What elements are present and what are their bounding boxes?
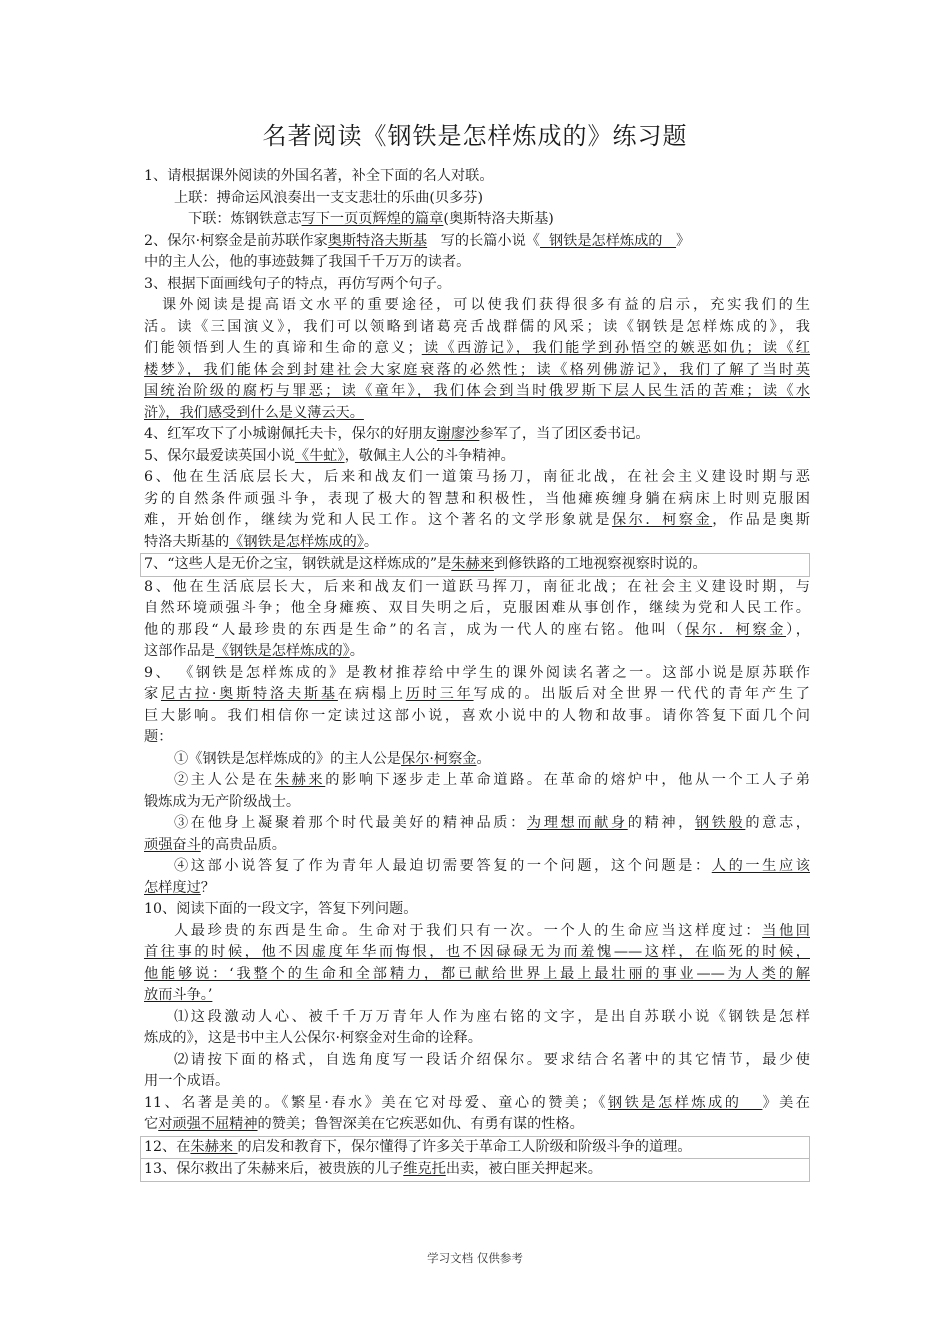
q10-stem: 10、阅读下面的一段文字，答复下列问题。 [144, 901, 418, 917]
q1-lower [144, 209, 810, 231]
q8-answer-name: 保尔．柯察金 [685, 621, 787, 638]
q10-passage-a: 人最珍贵的东西是生命。生命对于我们只有一次。一个人的生命应当这样度过： [174, 922, 763, 939]
q9-line4: 题： [144, 729, 173, 745]
q2-text-c: 》 [676, 232, 691, 249]
q11-line1 [144, 1093, 810, 1115]
q8-line2: 自然环境顽强斗争；他全身瘫痪、双目失明之后，克服困难从事创作，继续为党和人民工作。 [144, 600, 810, 616]
q9-sub3 [144, 813, 810, 835]
q7-text-b: 到修铁路的工地视察视察时说的。 [493, 556, 707, 572]
q3-line5 [144, 381, 810, 403]
q9-sub2-a: ②主人公是在 [174, 772, 275, 788]
q8-line3-b: ）， [786, 621, 810, 638]
q9-sub4-answer1: 人的一生应该 [711, 858, 810, 874]
q11-answer-spirit: 对顽强不屈精神 [158, 1116, 258, 1132]
q6-line3-a: 难，开始创作，继续为党和人民工作。这个著名的文学形象就是 [144, 512, 612, 528]
q9-sub3-answer3: 顽强奋斗 [144, 836, 201, 853]
q11-text-a: 11、名著是美的。《繁星·春水》美在它对母爱、童心的赞美；《 [144, 1094, 608, 1111]
q2-text-a: 2、保尔·柯察金是前苏联作家 [144, 232, 328, 249]
q2-line2: 中的主人公，他的事迹鼓舞了我国千千万万的读者。 [144, 254, 471, 270]
q9-sub3-answer1: 为理想而献身 [526, 815, 628, 831]
q8-line1: 8、他在生活底层长大，后来和战友们一道跃马挥刀，南征北战；在社会主义建设时期，与 [144, 578, 810, 595]
q9-sub3-d: 的高贵品质。 [200, 836, 286, 853]
q3-line3-a: 们能领悟到人生的真谛和生命的意义； [144, 340, 422, 356]
q3-line2: 活。读《三国演义》，我们可以领略到诸葛亮舌战群儒的风采；读《钢铁是怎样炼成的》，我 [144, 318, 810, 335]
q9-sub4-line2 [144, 878, 810, 900]
q9-line3: 巨大影响。我们相信你一定读过这部小说，喜欢小说中的人物和故事。请你答复下面几个问 [144, 707, 810, 724]
q6-line2: 劣的自然条件顽强斗争，表现了极大的智慧和积极性，当他瘫痪缠身躺在病床上时则克服困 [144, 490, 810, 507]
q8-line4-a: 这部作品是 [144, 643, 215, 659]
q6-line4-a: 特洛夫斯基的 [144, 533, 230, 550]
q3-stem: 3、根据下面画线句子的特点，再仿写两个句子。 [144, 275, 451, 292]
q9-sub1-b: 。 [476, 750, 491, 767]
q9-sub3-b: 的精神， [627, 815, 695, 831]
q11-answer-book: 钢铁是怎样炼成的 [607, 1094, 763, 1111]
q13 [140, 1159, 810, 1182]
q10-underlined-4: 放而斗争。’ [144, 987, 213, 1003]
q5-text-b: ，敬佩主人公的斗争精神。 [344, 447, 515, 464]
page-footer: 学习文档 仅供参考 [427, 1251, 523, 1265]
q6-line4 [144, 532, 810, 554]
q2-text-b: 写的长篇小说《 [427, 232, 540, 249]
q1-answer: 写下一页页辉煌的篇章 [301, 211, 444, 227]
q4-answer: 谢廖沙 [436, 426, 480, 442]
q13-answer: 维克托 [403, 1161, 446, 1177]
q3-underlined-line6: 浒》，我们感受到什么是义薄云天。 [144, 404, 364, 421]
q6-answer-book: 《钢铁是怎样炼成的》 [229, 533, 364, 550]
q2-line1 [144, 231, 810, 253]
q9-answer-author: 尼古拉·奥斯特洛夫斯基 [160, 686, 338, 702]
q9-sub4-b: ？ [200, 879, 215, 896]
q9-sub2 [144, 770, 810, 792]
q10-sub1-line1: ⑴这段激动人心、被千千万万青年人作为座右铭的文字，是出自苏联小说《钢铁是怎样 [174, 1008, 810, 1025]
q8-line4 [144, 641, 810, 663]
exercise-content [144, 166, 810, 1182]
q10-sub2-line1: ⑵请按下面的格式，自选角度写一段话介绍保尔。要求结合名著中的其它情节，最少使 [174, 1051, 810, 1068]
q6-line3 [144, 510, 810, 532]
q1-upper: 上联：搏命运风浪奏出一支支悲壮的乐曲(贝多芬) [174, 189, 484, 206]
q13-text-b: 出卖，被白匪关押起来。 [445, 1161, 602, 1177]
q3-line1: 课外阅读是提高语文水平的重要途径，可以使我们获得很多有益的启示，充实我们的生 [162, 297, 810, 313]
q3-line4 [144, 360, 810, 382]
q11-text-b: 》美在 [762, 1094, 810, 1111]
q9-sub3-c: 的意志， [745, 815, 810, 831]
q13-text-a: 13、保尔救出了朱赫来后，被贵族的儿子 [144, 1161, 404, 1177]
q9-sub4 [144, 856, 810, 878]
q4-text-b: 参军了，当了团区委书记。 [479, 426, 650, 442]
q5-answer: 《牛虻》 [294, 447, 345, 464]
q9-line2-c: 写成的。出版后对全世界一代代的青年产生了 [473, 686, 810, 702]
q9-sub3-a: ③在他身上凝聚着那个时代最美好的精神品质： [174, 815, 527, 831]
q10-sub2-line2: 用一个成语。 [144, 1073, 230, 1089]
q12-answer: 朱赫来 [190, 1138, 238, 1155]
q6-line1: 6、他在生活底层长大，后来和战友们一道策马扬刀，南征北战，在社会主义建设时期与恶 [144, 469, 810, 485]
q8-line4-b: 。 [349, 643, 364, 659]
q9-line2-b: 在病榻上 [337, 686, 406, 702]
q9-answer-duration: 历时三年 [405, 686, 474, 702]
q8-answer-book: 《钢铁是怎样炼成的》 [214, 643, 350, 659]
q9-sub1-a: ①《钢铁是怎样炼成的》的主人公是 [174, 750, 402, 767]
q9-line2-a: 家 [144, 686, 161, 702]
q6-answer-name: 保尔．柯察金 [611, 512, 713, 528]
q1-lower-suffix: (奥斯特洛夫斯基) [443, 211, 554, 227]
q12-text-a: 12、在 [144, 1138, 191, 1155]
q3-underlined-sentence: 读《西游记》，我们能学到孙悟空的嫉恶如仇；读《红 [421, 340, 810, 356]
q6-line4-b: 。 [363, 533, 379, 550]
q8-line3-a: 他的那段“人最珍贵的东西是生命”的名言，成为一代人的座右铭。他叫（ [144, 621, 686, 638]
q9-sub2-answer: 朱赫来 [274, 772, 326, 788]
q9-line1: 9、 《钢铁是怎样炼成的》是教材推荐给中学生的课外阅读名著之一。这部小说是原苏联作 [144, 664, 810, 681]
q7 [140, 553, 810, 577]
q9-sub1 [144, 749, 810, 771]
q9-sub3-line2 [144, 835, 810, 857]
q4 [144, 424, 810, 446]
q9-sub2-line2: 锻炼成为无产阶级战士。 [144, 793, 301, 810]
q10-underlined-2: 首往事的时候，他不因虚度年华而悔恨，也不因碌碌无为而羞愧——这样，在临死的时候， [144, 944, 810, 960]
q12-text-b: 的启发和教育下，保尔懂得了许多关于革命工人阶级和阶级斗争的道理。 [237, 1138, 692, 1155]
q9-sub2-b: 的影响下逐步走上革命道路。在革命的熔炉中，他从一个工人子弟 [325, 772, 810, 788]
q9-sub4-a: ④这部小说答复了作为青年人最迫切需要答复的一个问题，这个问题是： [174, 858, 712, 874]
q9-sub1-answer: 保尔·柯察金 [401, 750, 477, 767]
q3-underlined-line4: 楼梦》，我们能体会到封建社会大家庭衰落的必然性；读《格列佛游记》，我们了解了当时英 [144, 361, 810, 378]
q4-text-a: 4、红军攻下了小城谢佩托夫卡，保尔的好朋友 [144, 426, 437, 442]
q11-line2 [144, 1114, 810, 1136]
q11-text-c: 它 [144, 1116, 159, 1132]
q10-sub1-line2: 炼成的》，这是书中主人公保尔·柯察金对生命的诠释。 [144, 1030, 482, 1046]
q5-text-a: 5、保尔最爱读英国小说 [144, 447, 295, 464]
q9-sub3-answer2: 钢铁般 [694, 815, 746, 831]
q10-passage-line4 [144, 985, 810, 1007]
q2-book-answer: 钢铁是怎样炼成的 [539, 232, 677, 249]
page-title: 名著阅读《钢铁是怎样炼成的》练习题 [262, 122, 688, 150]
q9-line2 [144, 684, 810, 706]
q11-text-d: 的赞美；鲁智深美在它疾恶如仇、有勇有谋的性格。 [257, 1116, 584, 1132]
q5 [144, 446, 810, 468]
q10-underlined-3: 他能够说：‘我整个的生命和全部精力，都已献给世界上最上最壮丽的事业——为人类的解 [144, 965, 810, 982]
q7-answer: 朱赫来 [451, 556, 494, 572]
q1-stem: 1、请根据课外阅读的外国名著，补全下面的名人对联。 [144, 168, 494, 184]
q12 [140, 1136, 810, 1160]
q7-text-a: 7、“这些人是无价之宝，钢铁就是这样炼成的”是 [144, 556, 452, 572]
q10-underlined-1: 当他回 [762, 922, 810, 939]
q10-passage-line2 [144, 942, 810, 964]
q9-sub4-answer2: 怎样度过 [144, 879, 201, 896]
q3-line6 [144, 403, 810, 425]
q10-passage-line1 [144, 921, 810, 943]
q3-line3 [144, 338, 810, 360]
q1-lower-prefix: 下联：炼钢铁意志 [188, 211, 302, 227]
q8-line3 [144, 620, 810, 642]
q2-author-answer: 奥斯特洛夫斯基 [327, 232, 428, 249]
q6-line3-b: ，作品是奥斯 [712, 512, 810, 528]
q3-underlined-line5: 国统治阶级的腐朽与罪恶；读《童年》，我们体会到当时俄罗斯下层人民生活的苦难；读《水 [144, 383, 810, 399]
q10-passage-line3 [144, 964, 810, 986]
